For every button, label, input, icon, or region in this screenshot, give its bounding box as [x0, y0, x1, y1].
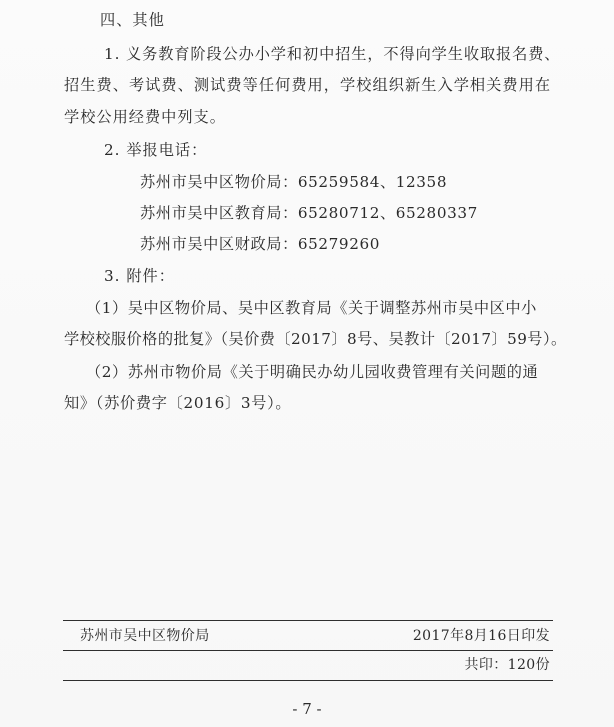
item1-line2: 招生费、考试费、测试费等任何费用，学校组织新生入学相关费用在 — [64, 76, 552, 94]
footer-rule-top — [63, 620, 553, 621]
attachment2-line2: 知》（苏价费字〔2016〕3号）。 — [64, 394, 292, 412]
footer-rule-middle — [63, 650, 553, 651]
contact-price-bureau: 苏州市吴中区物价局：65259584、12358 — [140, 173, 448, 191]
page-number: - 7 - — [292, 700, 322, 718]
item2-title: 2. 举报电话： — [104, 141, 208, 159]
attachment1-line1: （1）吴中区物价局、吴中区教育局《关于调整苏州市吴中区中小 — [86, 299, 537, 317]
section-heading: 四、其他 — [100, 11, 165, 29]
footer-rule-bottom — [63, 680, 553, 681]
item1-line3: 学校公用经费中列支。 — [64, 108, 226, 126]
item1-line1: 1. 义务教育阶段公办小学和初中招生，不得向学生收取报名费、 — [104, 45, 561, 63]
footer-issuer: 苏州市吴中区物价局 — [80, 628, 210, 644]
item3-title: 3. 附件： — [104, 267, 175, 285]
footer-print-date: 2017年8月16日印发 — [412, 628, 550, 644]
footer-copies: 共印：120份 — [464, 657, 550, 673]
attachment1-line2: 学校校服价格的批复》（吴价费〔2017〕8号、吴教计〔2017〕59号）。 — [64, 330, 567, 348]
attachment2-line1: （2）苏州市物价局《关于明确民办幼儿园收费管理有关问题的通 — [86, 363, 539, 381]
contact-education-bureau: 苏州市吴中区教育局：65280712、65280337 — [140, 204, 478, 222]
contact-finance-bureau: 苏州市吴中区财政局：65279260 — [140, 235, 380, 253]
